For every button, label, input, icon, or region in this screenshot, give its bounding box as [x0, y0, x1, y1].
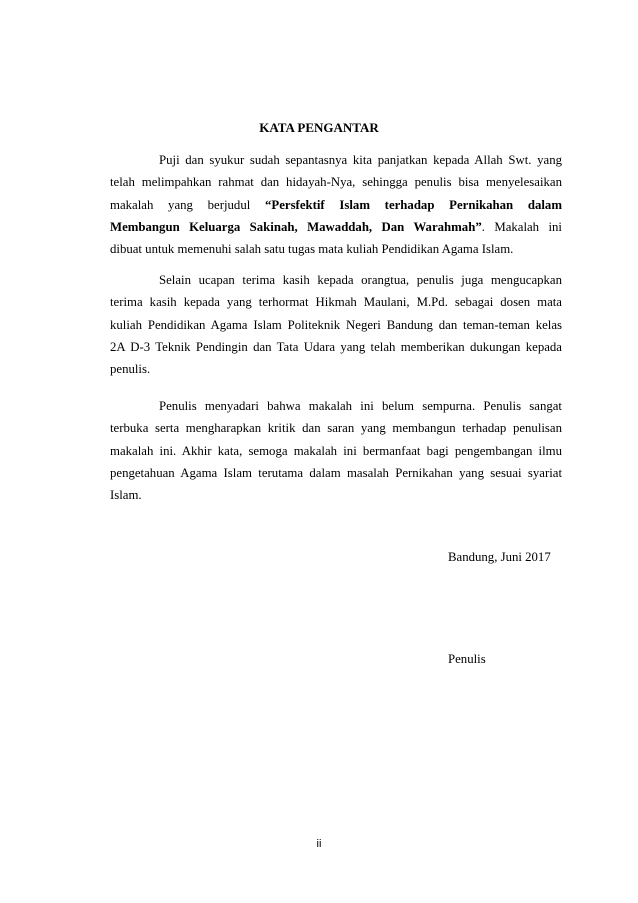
paragraph-1: [110, 149, 562, 260]
text-line: Penulis menyadari bahwa makalah ini belum sempurna. Penulis sangat: [159, 399, 562, 413]
text-line: [110, 194, 562, 216]
text-line: penulis.: [110, 362, 151, 377]
text-line: Islam.: [110, 488, 142, 503]
paragraph-2: [110, 269, 562, 380]
text-span: . Makalah ini: [481, 219, 562, 234]
text-line: [110, 216, 562, 238]
page-number: ii: [316, 838, 322, 850]
text-line: telah melimpahkan rahmat dan hidayah-Nya, sehingga penulis bisa menyelesaikan: [110, 175, 562, 190]
text-line: Puji dan syukur sudah sepantasnya kita panjatkan kepada Allah Swt. yang: [159, 153, 562, 167]
text-line: makalah ini. Akhir kata, semoga makalah ini bermanfaat bagi pengembangan ilmu: [110, 443, 562, 458]
author-signature: Penulis: [448, 652, 486, 666]
text-line: pengetahuan Agama Islam terutama dalam masalah Pernikahan yang sesuai syariat: [110, 465, 562, 480]
text-line: Selain ucapan terima kasih kepada orangtua, penulis juga mengucapkan: [159, 273, 562, 287]
book-title-part-1: “Persfektif Islam terhadap Pernikahan dalam: [265, 197, 562, 212]
text-line: 2A D-3 Teknik Pendingin dan Tata Udara yang telah memberikan dukungan kepada: [110, 339, 562, 354]
place-date: Bandung, Juni 2017: [448, 550, 551, 564]
text-line: terbuka serta mengharapkan kritik dan saran yang membangun terhadap penulisan: [110, 421, 562, 436]
document-title: KATA PENGANTAR: [259, 120, 379, 135]
text-line: kuliah Pendidikan Agama Islam Politeknik Negeri Bandung dan teman-teman kelas: [110, 317, 562, 332]
text-line: terima kasih kepada yang terhormat Hikmah Maulani, M.Pd. sebagai dosen mata: [110, 295, 562, 310]
text-span: makalah yang berjudul: [110, 197, 265, 212]
text-line: dibuat untuk memenuhi salah satu tugas mata kuliah Pendidikan Agama Islam.: [110, 242, 514, 257]
book-title-part-2: Membangun Keluarga Sakinah, Mawaddah, Dan Warahmah”: [110, 219, 482, 234]
paragraph-3: [110, 395, 562, 506]
